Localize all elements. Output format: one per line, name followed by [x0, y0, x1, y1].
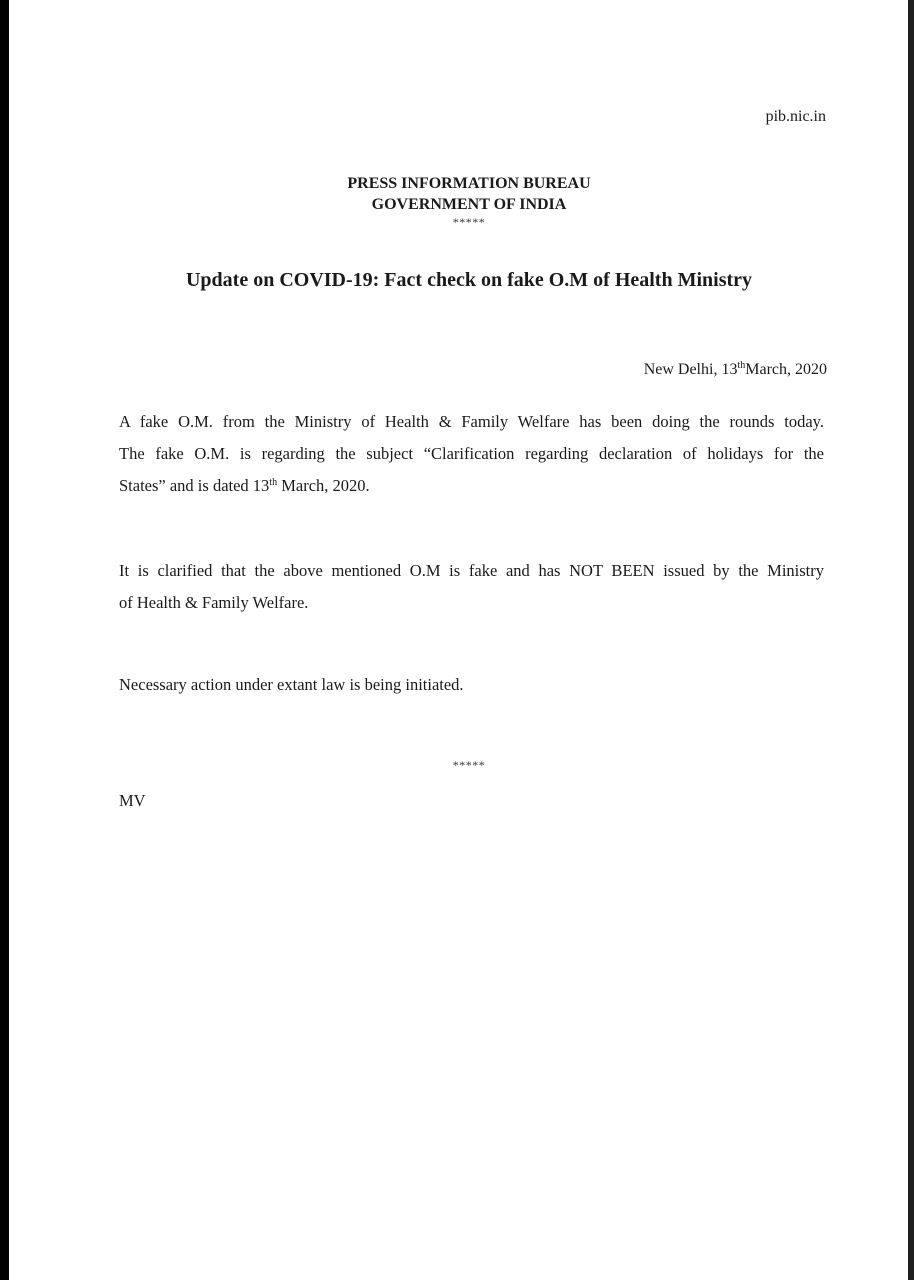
- paragraph-line: It is clarified that the above mentioned O.M is fake and has NOT BEEN issued by the Ministry: [119, 561, 824, 580]
- dateline-ordinal: th: [737, 360, 746, 371]
- scan-right-edge: [908, 0, 914, 1280]
- header-separator: *****: [452, 215, 486, 229]
- paragraph-line: [119, 470, 824, 502]
- agency-block: [9, 173, 914, 215]
- paragraph-line-text: March, 2020.: [277, 476, 370, 495]
- press-release-page: [9, 0, 908, 1280]
- paragraph-line: A fake O.M. from the Ministry of Health & Family Welfare has been doing the rounds today.: [119, 412, 824, 431]
- dateline: [644, 361, 827, 379]
- ordinal-suffix: th: [269, 477, 278, 488]
- site-url: pib.nic.in: [765, 108, 826, 125]
- scan-left-edge: [0, 0, 9, 1280]
- footer-separator: *****: [452, 758, 486, 772]
- government-name: GOVERNMENT OF INDIA: [371, 196, 567, 213]
- dateline-month-year: March, 2020: [745, 361, 827, 378]
- paragraph-line: of Health & Family Welfare.: [119, 593, 309, 612]
- paragraph-line-text: States” and is dated 13: [119, 476, 270, 495]
- paragraph-clarification: [119, 555, 824, 619]
- author-initials: MV: [119, 791, 146, 810]
- agency-name: PRESS INFORMATION BUREAU: [347, 175, 591, 192]
- dateline-place-day: New Delhi, 13: [643, 361, 738, 378]
- paragraph-fake-om: [119, 406, 824, 502]
- paragraph-line: The fake O.M. is regarding the subject “Clarification regarding declaration of holidays for the: [119, 444, 824, 463]
- paragraph-action: Necessary action under extant law is being initiated.: [119, 675, 464, 694]
- page-title: Update on COVID-19: Fact check on fake O.M of Health Ministry: [185, 269, 753, 291]
